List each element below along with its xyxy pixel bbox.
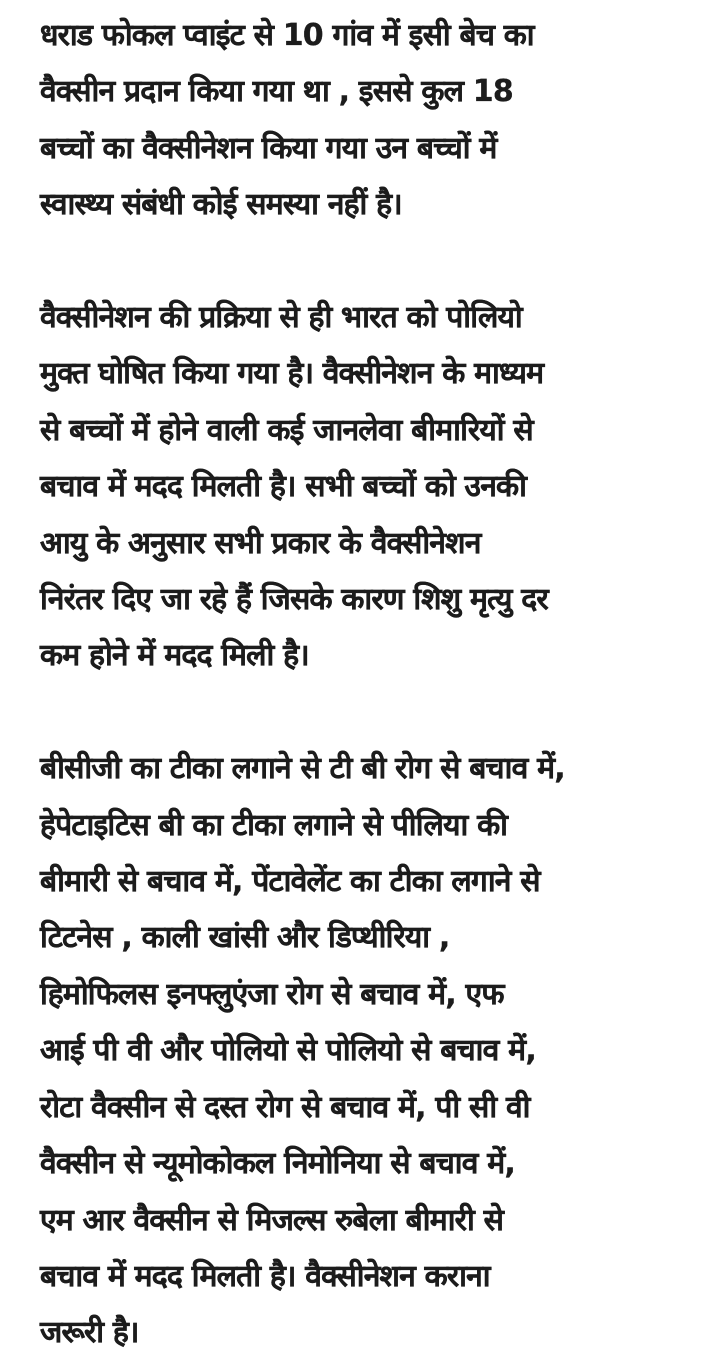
text-line: टिटनेस , काली खांसी और डिप्थीरिया , (40, 920, 450, 956)
text-line: आयु के अनुसार सभी प्रकार के वैक्सीनेशन (40, 525, 481, 561)
text-line: वैक्सीनेशन की प्रक्रिया से ही भारत को पोलियो (40, 300, 522, 336)
text-line: स्वास्थ्य संबंधी कोई समस्या नहीं है। (40, 187, 402, 223)
text-line: हिमोफिलस इनफ्लुएंजा रोग से बचाव में, एफ (40, 976, 504, 1012)
text-line: मुक्त घोषित किया गया है। वैक्सीनेशन के माध्यम (40, 356, 544, 392)
paragraph-polio-free (40, 290, 700, 685)
text-line: एम आर वैक्सीन से मिजल्स रुबेला बीमारी से (40, 1202, 504, 1238)
text-line: बचाव में मदद मिलती है। वैक्सीनेशन कराना (40, 1258, 490, 1294)
text-line: बीमारी से बचाव में, पेंटावेलेंट का टीका लगाने से (40, 864, 540, 900)
text-line: वैक्सीन प्रदान किया गया था , इससे कुल 18 (40, 74, 513, 110)
paragraph-dharad-vaccination (40, 8, 700, 234)
text-line: रोटा वैक्सीन से दस्त रोग से बचाव में, पी सी वी (40, 1089, 530, 1125)
text-line: हेपेटाइटिस बी का टीका लगाने से पीलिया की (40, 807, 508, 843)
text-line: बच्चों का वैक्सीनेशन किया गया उन बच्चों में (40, 130, 497, 166)
text-line: से बच्चों में होने वाली कई जानलेवा बीमारियों से (40, 412, 533, 448)
text-line: धराड फोकल प्वाइंट से 10 गांव में इसी बेच का (40, 18, 534, 53)
text-line: वैक्सीन से न्यूमोकोकल निमोनिया से बचाव में, (40, 1146, 516, 1182)
text-line: आई पी वी और पोलियो से पोलियो से बचाव में, (40, 1033, 536, 1069)
text-line: बीसीजी का टीका लगाने से टी बी रोग से बचाव में, (40, 751, 565, 787)
text-line: बचाव में मदद मिलती है। सभी बच्चों को उनकी (40, 469, 527, 505)
text-line: कम होने में मदद मिली है। (40, 638, 309, 674)
text-line: जरूरी है। (40, 1315, 139, 1350)
paragraph-vaccine-list (40, 741, 700, 1350)
text-line: निरंतर दिए जा रहे हैं जिसके कारण शिशु मृत्यु दर (40, 582, 548, 618)
